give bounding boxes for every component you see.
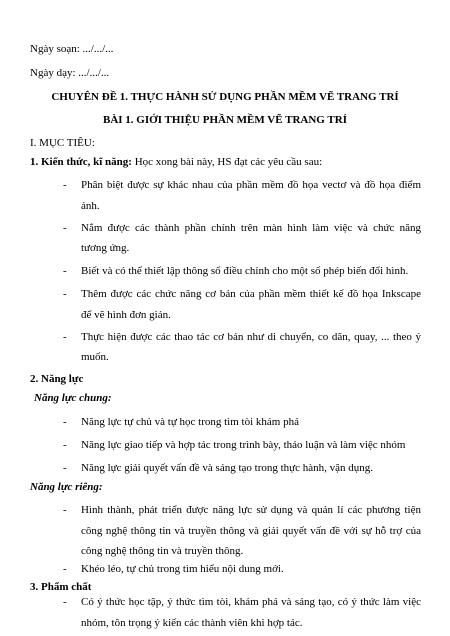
bullet-dash: - [63,179,67,191]
bullet-dash: - [63,504,67,517]
general-competence-heading: Năng lực chung: [34,392,112,405]
topic-title: CHUYÊN ĐỀ 1. THỰC HÀNH SỬ DỤNG PHẦN MỀM VẼ TRANG TRÍ [51,90,399,103]
knowledge-item [81,221,421,256]
knowledge-item [81,287,421,322]
item-line: muốn. [81,351,109,364]
knowledge-item [81,330,421,365]
bullet-dash: - [63,596,67,609]
qualities-item [81,595,421,630]
date-taught: Ngày dạy: .../.../... [30,67,110,80]
knowledge-item [81,264,421,278]
qualities-heading: 3. Phẩm chất [30,580,92,593]
item-line: Khéo léo, tự chủ trong tìm hiểu nội dung mới. [81,562,284,575]
item-line: Thêm được các chức năng cơ bản của phần mềm thiết kế đồ họa Inkscape [81,287,421,300]
general-competence-item [81,461,421,475]
bullet-dash: - [63,415,67,428]
competence-heading: 2. Năng lực [30,372,84,385]
bullet-dash: - [63,562,67,575]
item-line: Biết và có thể thiết lập thông số điều chỉnh cho một số phép biến đổi hình. [81,264,409,277]
objectives-heading: I. MỤC TIÊU: [30,137,95,150]
lesson-title: BÀI 1. GIỚI THIỆU PHẦN MỀM VẼ TRANG TRÍ [103,113,347,126]
knowledge-intro: Học xong bài này, HS đạt các yêu cầu sau: [134,155,323,168]
item-line: Có ý thức học tập, ý thức tìm tòi, khám phá và sáng tạo, có ý thức làm việc [81,596,421,609]
item-line: Năng lực giao tiếp và hợp tác trong trình bày, thảo luận và làm việc nhóm [81,438,406,451]
item-line: Năng lực giải quyết vấn đề và sáng tạo trong thực hành, vận dụng. [81,462,374,475]
knowledge-line [30,155,322,169]
bullet-dash: - [63,287,67,300]
item-line: để vẽ hình đơn giản. [81,308,171,321]
item-line: Nắm được các thành phần chính trên màn hình làm việc và chức năng [81,221,421,234]
item-line: Phân biệt được sự khác nhau của phần mềm đồ họa vectơ và đồ họa điểm [81,179,421,191]
bullet-dash: - [63,438,67,451]
item-line: tương ứng. [81,242,130,255]
bullet-dash: - [63,264,67,277]
bullet-dash: - [63,462,67,475]
item-line: nhóm, tôn trọng ý kiến các thành viên khi hợp tác. [81,616,303,629]
general-competence-item [81,415,421,429]
bullet-dash: - [63,330,67,343]
specific-competence-heading: Năng lực riêng: [30,480,103,493]
item-line: ảnh. [81,199,100,212]
knowledge-item [81,178,421,213]
item-line: Hình thành, phát triển được năng lực sử dụng và quản lí các phương tiện [81,504,421,517]
bullet-dash: - [63,221,67,234]
specific-competence-item [81,562,421,576]
item-line: công nghệ thông tin và truyền thông. [81,545,244,558]
general-competence-item [81,438,421,452]
specific-competence-item [81,503,421,558]
date-prepared: Ngày soạn: .../.../... [30,43,114,55]
item-line: Thực hiện được các thao tác cơ bản như di chuyển, co dãn, quay, ... theo ý [81,330,421,343]
item-line: công nghệ thông tin và truyền thông và giải quyết vấn đề với sự hỗ trợ của [81,524,421,537]
knowledge-heading: 1. Kiến thức, kĩ năng: [30,155,132,168]
item-line: Năng lực tự chủ và tự học trong tìm tòi khám phá [81,415,299,428]
